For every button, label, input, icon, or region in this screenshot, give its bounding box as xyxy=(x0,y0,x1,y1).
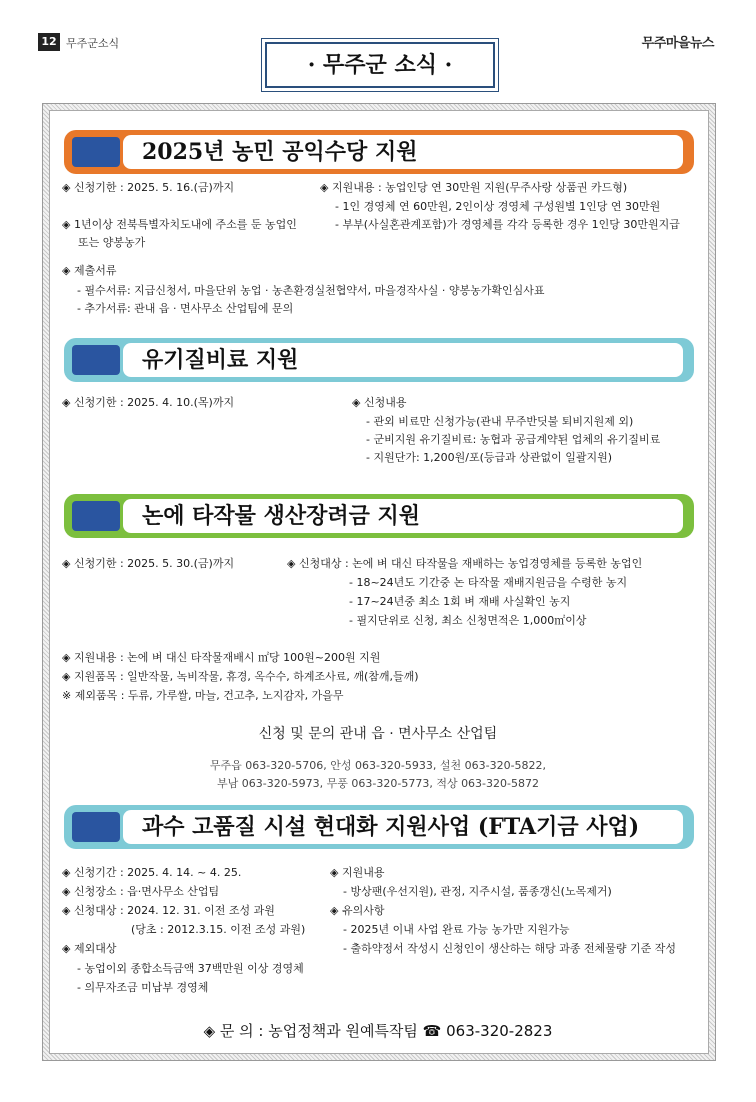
text-line: ◈ 유의사항 xyxy=(330,904,385,917)
text-line: - 2025년 이내 사업 완료 가능 농가만 지원가능 xyxy=(343,923,570,936)
text-line: - 출하약정서 작성시 신청인이 생산하는 해당 과종 전체물량 기준 작성 xyxy=(343,942,676,955)
footer-contact: ◈ 문 의 : 농업정책과 원예특작팀 ☎ 063-320-2823 xyxy=(203,1022,553,1040)
banner-square-icon xyxy=(72,137,120,167)
text-line: ◈ 신청대상 : 2024. 12. 31. 이전 조성 과원 xyxy=(62,904,275,917)
brand-logo: 무주마을뉴스 xyxy=(641,36,714,51)
section-banner-organic-fertilizer xyxy=(64,338,694,382)
text-line: ◈ 지원내용 xyxy=(330,866,385,879)
text-line: 또는 양봉농가 xyxy=(78,236,146,249)
contact-line: 무주읍 063-320-5706, 안성 063-320-5933, 설천 063-320-5822, xyxy=(209,759,547,772)
section-banner-paddy-crop xyxy=(64,494,694,538)
banner-square-icon xyxy=(72,345,120,375)
section-banner-orchard-facility xyxy=(64,805,694,849)
contact-line: 부남 063-320-5973, 무풍 063-320-5773, 적상 063-320-5872 xyxy=(216,777,539,790)
text-line: ◈ 지원품목 : 일반작물, 녹비작물, 휴경, 옥수수, 하계조사료, 깨(참깨,들깨) xyxy=(62,670,419,683)
text-line: ◈ 신청장소 : 읍·면사무소 산업팀 xyxy=(62,885,220,898)
text-line: - 필수서류: 지급신청서, 마을단위 농업 · 농촌환경실천협약서, 마을경작사실 · 양봉농가확인심사표 xyxy=(77,284,545,297)
text-line: ◈ 지원내용 : 논에 벼 대신 타작물재배시 ㎡당 100원~200원 지원 xyxy=(62,651,381,664)
text-line: - 농업이외 종합소득금액 37백만원 이상 경영체 xyxy=(77,962,304,975)
section-title: 유기질비료 지원 xyxy=(142,347,299,373)
text-line: - 필지단위로 신청, 최소 신청면적은 1,000㎡이상 xyxy=(349,614,587,627)
section-banner-farmer-allowance xyxy=(64,130,694,174)
section-title: 논에 타작물 생산장려금 지원 xyxy=(142,503,421,529)
text-line: - 방상팬(우선지원), 관정, 지주시설, 품종갱신(노목제거) xyxy=(343,885,612,898)
text-line: - 18~24년도 기간중 논 타작물 재배지원금을 수령한 농지 xyxy=(349,576,628,589)
text-line: - 군비지원 유기질비료: 농협과 공급계약된 업체의 유기질비료 xyxy=(366,433,661,446)
text-line: ◈ 신청대상 : 논에 벼 대신 타작물을 재배하는 농업경영체를 등록한 농업인 xyxy=(287,557,643,570)
text-line: (당초 : 2012.3.15. 이전 조성 과원) xyxy=(131,923,306,936)
text-line: ◈ 1년이상 전북특별자치도내에 주소를 둔 농업인 xyxy=(62,218,297,231)
text-line: - 의무자조금 미납부 경영체 xyxy=(77,981,209,994)
text-line: ◈ 제출서류 xyxy=(62,264,117,277)
section-title: 2025년 농민 공익수당 지원 xyxy=(142,139,418,165)
text-line: - 추가서류: 관내 읍 · 면사무소 산업팀에 문의 xyxy=(77,302,294,315)
text-line: ◈ 신청기한 : 2025. 5. 30.(금)까지 xyxy=(62,557,235,570)
text-line: - 부부(사실혼관계포함)가 경영체를 각각 등록한 경우 1인당 30만원지급 xyxy=(335,218,680,231)
text-line: - 1인 경영체 연 60만원, 2인이상 경영체 구성원별 1인당 연 30만원 xyxy=(335,200,661,213)
text-line: ◈ 지원내용 : 농업인당 연 30만원 지원(무주사랑 상품권 카드형) xyxy=(320,181,628,194)
text-line: ◈ 제외대상 xyxy=(62,942,117,955)
contact-title: 신청 및 문의 관내 읍 · 면사무소 산업팀 xyxy=(258,726,498,742)
text-line: ◈ 신청기간 : 2025. 4. 14. ~ 4. 25. xyxy=(62,866,242,879)
text-line: ◈ 신청내용 xyxy=(352,396,407,409)
text-line: - 관외 비료만 신청가능(관내 무주반딧불 퇴비지원제 외) xyxy=(366,415,634,428)
page-number: 12 xyxy=(38,33,60,51)
text-line: - 17~24년중 최소 1회 벼 재배 사실확인 농지 xyxy=(349,595,571,608)
banner-square-icon xyxy=(72,812,120,842)
text-line: ※ 제외품목 : 두류, 가루쌀, 마늘, 건고추, 노지감자, 가을무 xyxy=(62,689,344,702)
page-title: · 무주군 소식 · xyxy=(265,42,495,88)
section-title: 과수 고품질 시설 현대화 지원사업 (FTA기금 사업) xyxy=(142,814,640,840)
text-line: ◈ 신청기한 : 2025. 5. 16.(금)까지 xyxy=(62,181,235,194)
banner-square-icon xyxy=(72,501,120,531)
text-line: - 지원단가: 1,200원/포(등급과 상관없이 일괄지원) xyxy=(366,451,613,464)
text-line: ◈ 신청기한 : 2025. 4. 10.(목)까지 xyxy=(62,396,235,409)
section-name: 무주군소식 xyxy=(66,37,120,50)
